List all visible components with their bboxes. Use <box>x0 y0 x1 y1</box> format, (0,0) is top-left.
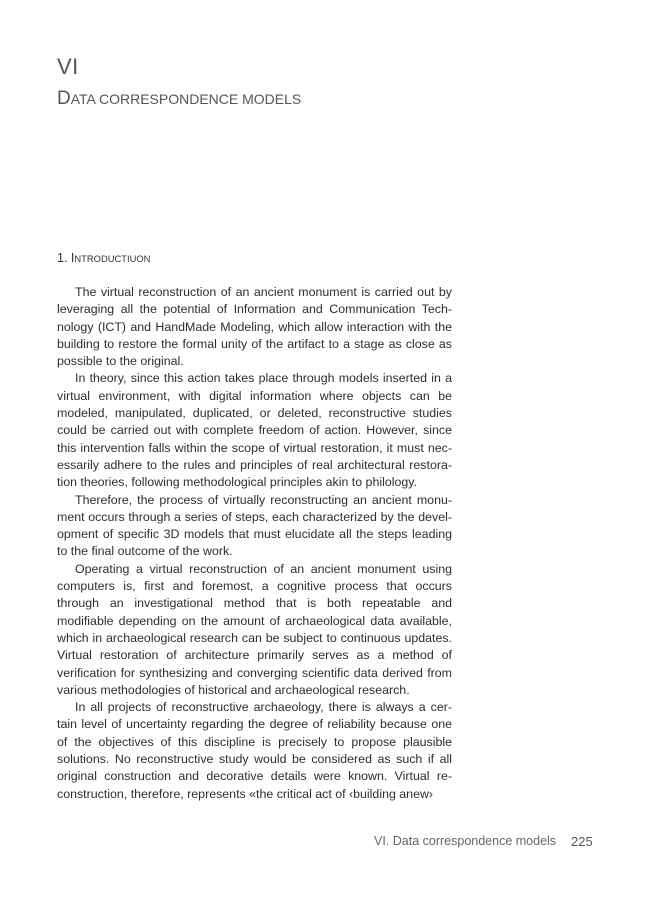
chapter-number: VI <box>57 54 79 79</box>
section-heading <box>57 251 150 265</box>
chapter-title-initial: D <box>57 88 71 109</box>
chapter-title-rest: ATA CORRESPONDENCE MODELS <box>70 91 302 107</box>
chapter-title <box>57 88 301 110</box>
paragraph: In theory, since this action takes place through models inserted in a virtual environment, with digital information where objects can be modeled, manipulated, duplicated, or deleted, reconstructive studies could be carried out with complete freedom of action. However, since this intervention falls within the scope of virtual restoration, it must necessarily adhere to the rules and principles of real architectural restoration theories, following methodological principles akin to philology. <box>57 371 452 490</box>
section-number: 1. <box>57 251 68 265</box>
paragraph: Therefore, the process of virtually reconstructing an ancient monument occurs through a series of steps, each characterized by the development of specific 3D models that must elucidate all the steps leading to the final outcome of the work. <box>57 492 452 559</box>
running-footer-title: VI. Data correspondence models <box>374 834 557 848</box>
section-title-rest: NTRODUCTIUON <box>74 253 151 264</box>
page-number: 225 <box>571 834 593 849</box>
section-title-initial: I <box>70 251 75 265</box>
paragraph: In all projects of reconstructive archaeology, there is always a certain level of uncertainty regarding the degree of reliability because one of the objectives of this discipline is precisely to propose plausible solutions. No reconstructive study would be considered as such if all original construction and decorative details were known. Virtual reconstruction, therefore, represents «the critical act of ‹building anew› <box>57 700 452 801</box>
paragraph: The virtual reconstruction of an ancient monument is carried out by leveraging all the potential of Information and Communication Technology (ICT) and HandMade Modeling, which allow interaction with the building to restore the formal unity of the artifact to a stage as close as possible to the original. <box>57 285 452 369</box>
paragraph: Operating a virtual reconstruction of an ancient monument using computers is, first and foremost, a cognitive process that occurs through an investigational method that is both repeatable and modifiable depending on the amount of archaeological data available, which in archaeological research can be subject to continuous updates. Virtual restoration of architecture primarily serves as a method of verification for synthesizing and converging scientific data derived from various methodologies of historical and archaeological research. <box>57 561 452 697</box>
body-text <box>57 284 452 803</box>
